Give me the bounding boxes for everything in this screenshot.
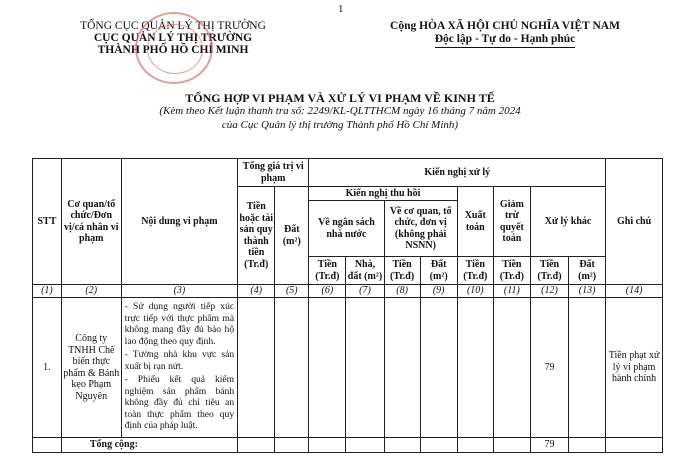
header-content: Nội dung vi phạm [121, 159, 238, 285]
document-title: TỔNG HỢP VI PHẠM VÀ XỬ LÝ VI PHẠM VỀ KINH TẾ [185, 91, 495, 105]
header-total-value: Tổng giá trị vi phạm [238, 159, 309, 187]
violation-item: - Tường nhà khu vực sản xuất bị rạn nứt. [124, 349, 235, 372]
header-recommend: Kiến nghị xử lý [309, 159, 606, 187]
document-subtitle [0, 104, 680, 132]
national-header-line-2: Độc lập - Tự do - Hạnh phúc [435, 33, 576, 48]
header-export: Xuất toán [457, 187, 493, 257]
col-num-7: (7) [346, 285, 384, 298]
header-land: Đất (m²) [275, 187, 309, 285]
header-money-12: Tiền (Tr.đ) [530, 257, 568, 285]
col-num-5: (5) [275, 285, 309, 298]
header-land-9: Đất (m²) [420, 257, 457, 285]
row-org: Công ty TNHH Chế biến thực phẩm & Bánh kẹo Phạm Nguyên [61, 298, 121, 438]
row-cell-8 [384, 298, 420, 438]
col-num-11: (11) [493, 285, 530, 298]
row-cell-13 [569, 298, 606, 438]
violation-item: - Sử dụng người tiếp xúc trực tiếp với thực phẩm mà không mang đầy đủ bảo hộ lao động theo quy định. [124, 301, 235, 347]
row-cell-11 [493, 298, 530, 438]
issuer-line-3: THÀNH PHỐ HỒ CHÍ MINH [97, 44, 249, 56]
national-header [345, 20, 665, 48]
header-org: Cơ quan/tổ chức/Đơn vị/cá nhân vi phạm [61, 159, 121, 285]
col-num-14: (14) [606, 285, 663, 298]
col-num-12: (12) [530, 285, 568, 298]
row-content [121, 298, 238, 438]
row-other-money: 79 [530, 298, 568, 438]
row-stt: 1. [33, 298, 62, 438]
col-num-3: (3) [121, 285, 238, 298]
row-cell-5 [275, 298, 309, 438]
table-row [33, 298, 663, 438]
col-num-10: (10) [457, 285, 493, 298]
row-cell-7 [346, 298, 384, 438]
row-note: Tiền phạt xử lý vi phạm hành chính [606, 298, 663, 438]
header-recover: Kiến nghị thu hồi [309, 187, 457, 201]
header-agency: Về cơ quan, tổ chức, đơn vị (không phải NSNN) [384, 201, 457, 257]
total-other-money: 79 [530, 438, 568, 453]
col-num-2: (2) [61, 285, 121, 298]
row-cell-9 [420, 298, 457, 438]
header-reduce: Giảm trừ quyết toán [493, 187, 530, 257]
subtitle-line-2: của Cục Quản lý thị trường Thành phố Hồ Chí Minh) [221, 119, 459, 131]
row-cell-4 [238, 298, 275, 438]
col-num-9: (9) [420, 285, 457, 298]
header-money-8: Tiền (Tr.đ) [384, 257, 420, 285]
total-label: Tổng cộng: [61, 438, 237, 453]
violation-item: - Phiếu kết quả kiểm nghiệm sản phẩm bánh không đầy đủ chỉ tiêu an toàn thực phẩm theo quy định của pháp luật. [124, 374, 235, 432]
header-other: Xử lý khác [530, 187, 605, 257]
header-note: Ghi chú [606, 159, 663, 285]
col-num-1: (1) [33, 285, 62, 298]
header-money-asset: Tiền hoặc tài sản quy thành tiền (Tr.đ) [238, 187, 275, 285]
col-num-8: (8) [384, 285, 420, 298]
issuer-line-1: TỔNG CỤC QUẢN LÝ THỊ TRƯỜNG [80, 20, 266, 32]
header-land-13: Đất (m²) [569, 257, 606, 285]
issuer-line-2: CỤC QUẢN LÝ THỊ TRƯỜNG [93, 32, 253, 44]
row-cell-10 [457, 298, 493, 438]
header-stt: STT [33, 159, 62, 285]
subtitle-line-1: (Kèm theo Kết luận thanh tra số: 2249/KL-QLTTHCM ngày 16 tháng 7 năm 2024 [159, 105, 521, 117]
header-state-budget: Về ngân sách nhà nước [309, 201, 384, 257]
header-money-6: Tiền (Tr.đ) [309, 257, 346, 285]
col-num-13: (13) [569, 285, 606, 298]
official-stamp [135, 12, 213, 84]
header-money-11: Tiền (Tr.đ) [493, 257, 530, 285]
header-house-land-7: Nhà, đất (m²) [346, 257, 384, 285]
national-header-line-1: Cộng HÒA XÃ HỘI CHỦ NGHĨA VIỆT NAM [390, 20, 620, 32]
header-money-10: Tiền (Tr.đ) [457, 257, 493, 285]
col-num-6: (6) [309, 285, 346, 298]
page-number: 1 [338, 3, 344, 15]
col-num-4: (4) [238, 285, 275, 298]
violation-table [32, 158, 663, 453]
row-cell-6 [309, 298, 346, 438]
total-row [33, 438, 663, 453]
